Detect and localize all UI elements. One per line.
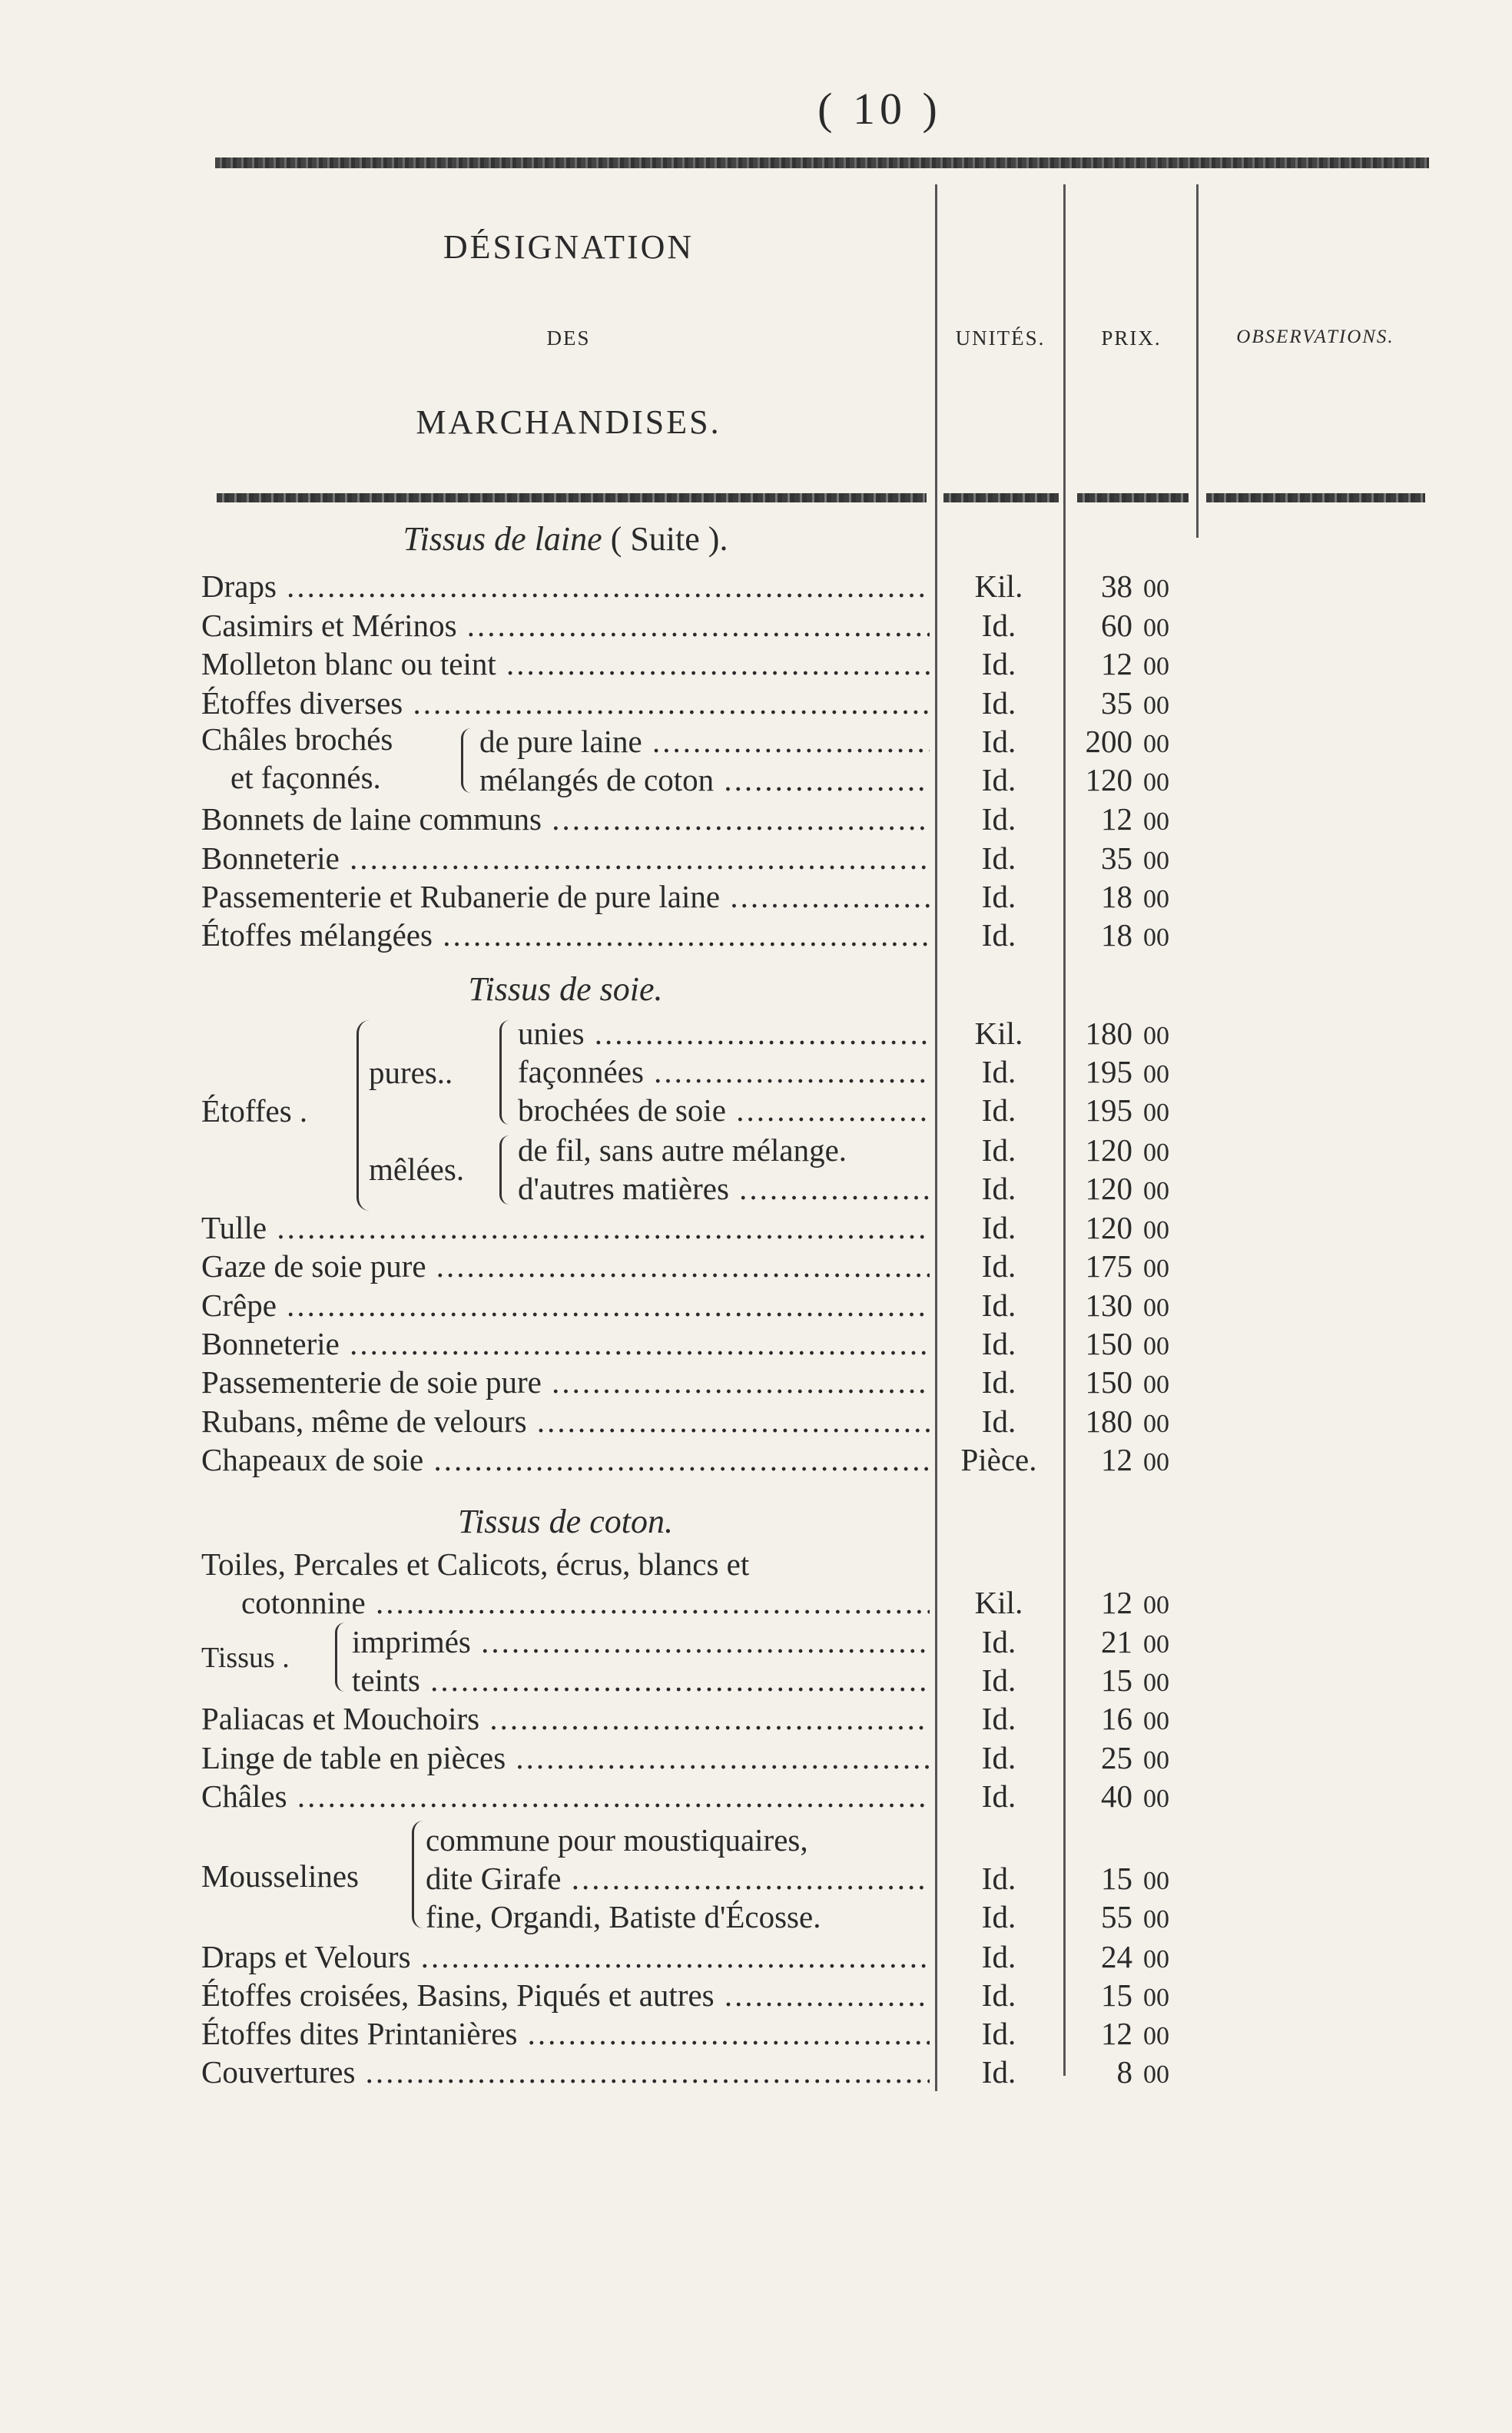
row-unit: Id. — [981, 1210, 1016, 1245]
row-unit: Kil. — [974, 1585, 1023, 1620]
table-row — [201, 1545, 1200, 1583]
row-unit: Id. — [981, 1977, 1016, 2013]
row-unit: Id. — [981, 685, 1016, 721]
row-price-francs: 150 — [1085, 1326, 1132, 1361]
row-price-francs: 38 — [1101, 568, 1132, 604]
row-unit: Kil. — [974, 1016, 1023, 1051]
row-price — [1069, 1363, 1179, 1404]
label-tissus: Tissus . — [201, 1642, 290, 1674]
row-price-francs: 12 — [1101, 1442, 1132, 1477]
row-price — [1069, 1739, 1179, 1780]
row-designation: de fil, sans autre mélange. — [518, 1132, 847, 1168]
row-price — [1069, 1898, 1179, 1939]
table-row — [201, 606, 1200, 645]
row-price-centimes: 00 — [1143, 1984, 1169, 2012]
row-price — [1069, 839, 1179, 880]
table-row — [201, 1898, 1200, 1936]
row-price — [1069, 1014, 1179, 1056]
table-row — [201, 567, 1200, 605]
row-price-francs: 18 — [1101, 917, 1132, 953]
row-price — [1069, 645, 1179, 686]
row-price-centimes: 00 — [1143, 1630, 1169, 1659]
row-designation: Passementerie de soie pure ..... — [201, 1363, 930, 1401]
row-price-centimes: 00 — [1143, 1255, 1169, 1283]
table-row — [201, 2014, 1200, 2053]
row-price-francs: 35 — [1101, 840, 1132, 876]
table-row — [201, 761, 1200, 799]
row-price-centimes: 00 — [1143, 1139, 1169, 1167]
row-unit: Id. — [981, 724, 1016, 759]
row-price — [1069, 877, 1179, 919]
table-row — [201, 1324, 1200, 1363]
row-price — [1069, 2014, 1179, 2056]
row-price — [1069, 1777, 1179, 1818]
row-price-francs: 200 — [1085, 724, 1132, 759]
row-designation: unies ..... — [518, 1014, 930, 1052]
row-designation: Rubans, même de velours ..... — [201, 1402, 930, 1440]
table-row — [201, 877, 1200, 916]
row-price-francs: 35 — [1101, 685, 1132, 721]
row-designation: imprimés ..... — [352, 1623, 930, 1661]
row-unit: Id. — [981, 1662, 1016, 1698]
row-price — [1069, 1247, 1179, 1288]
row-price-francs: 120 — [1085, 762, 1132, 797]
row-unit: Id. — [981, 840, 1016, 876]
row-designation: commune pour moustiquaires, — [426, 1822, 808, 1858]
row-designation: Passementerie et Rubanerie de pure laine ..... — [201, 877, 930, 916]
row-price-centimes: 00 — [1143, 691, 1169, 720]
row-price-centimes: 00 — [1143, 1448, 1169, 1477]
table-row — [201, 1937, 1200, 1976]
row-price — [1069, 916, 1179, 957]
row-price — [1069, 567, 1179, 608]
row-price-francs: 120 — [1085, 1210, 1132, 1245]
row-price-centimes: 00 — [1143, 923, 1169, 952]
row-unit: Pièce. — [960, 1442, 1037, 1477]
row-price — [1069, 1583, 1179, 1625]
row-unit: Id. — [981, 1326, 1016, 1361]
row-price-francs: 195 — [1085, 1092, 1132, 1128]
row-price-francs: 195 — [1085, 1054, 1132, 1089]
row-designation: Gaze de soie pure ..... — [201, 1247, 930, 1285]
label-chales-brochés: Châles brochés — [201, 721, 393, 757]
row-price-centimes: 00 — [1143, 768, 1169, 797]
row-unit: Id. — [981, 1624, 1016, 1659]
table-row — [201, 1699, 1200, 1738]
row-unit: Id. — [981, 1899, 1016, 1934]
row-unit: Id. — [981, 1248, 1016, 1284]
table-row — [201, 1777, 1200, 1815]
table-row — [201, 1363, 1200, 1401]
row-price-francs: 175 — [1085, 1248, 1132, 1284]
row-unit: Id. — [981, 1861, 1016, 1896]
row-designation: Bonneterie ..... — [201, 839, 930, 877]
row-unit: Id. — [981, 879, 1016, 914]
row-price — [1069, 1402, 1179, 1444]
row-designation: teints ..... — [352, 1661, 930, 1699]
row-designation: Étoffes diverses ..... — [201, 684, 930, 722]
row-designation: Molleton blanc ou teint ..... — [201, 645, 930, 683]
row-price-francs: 12 — [1101, 646, 1132, 681]
table-row — [201, 1052, 1200, 1091]
row-price-francs: 60 — [1101, 608, 1132, 643]
row-price-centimes: 00 — [1143, 1060, 1169, 1089]
row-designation: façonnées ..... — [518, 1052, 930, 1091]
row-designation: Draps ..... — [201, 567, 930, 605]
table-row — [201, 1286, 1200, 1324]
row-price-centimes: 00 — [1143, 1177, 1169, 1205]
row-price-centimes: 00 — [1143, 652, 1169, 681]
row-price-centimes: 00 — [1143, 847, 1169, 875]
row-price — [1069, 1052, 1179, 1094]
row-designation: mélangés de coton ..... — [479, 761, 930, 799]
row-designation: d'autres matières ..... — [518, 1169, 930, 1208]
table-row — [201, 1208, 1200, 1247]
row-unit: Kil. — [974, 568, 1023, 604]
row-price-francs: 120 — [1085, 1132, 1132, 1168]
row-price — [1069, 606, 1179, 648]
table-row — [201, 916, 1200, 954]
row-price-francs: 150 — [1085, 1364, 1132, 1400]
row-designation: Étoffes croisées, Basins, Piqués et autres ..... — [201, 1976, 930, 2014]
row-price-centimes: 00 — [1143, 614, 1169, 642]
row-price-centimes: 00 — [1143, 575, 1169, 603]
row-price-francs: 18 — [1101, 879, 1132, 914]
row-price-centimes: 00 — [1143, 730, 1169, 758]
row-price-centimes: 00 — [1143, 1591, 1169, 1619]
row-price-centimes: 00 — [1143, 1410, 1169, 1438]
row-unit: Id. — [981, 917, 1016, 953]
row-price-francs: 8 — [1116, 2054, 1132, 2090]
row-unit: Id. — [981, 762, 1016, 797]
page-number: ( 10 ) — [817, 84, 942, 134]
row-price-centimes: 00 — [1143, 1099, 1169, 1127]
row-designation: Toiles, Percales et Calicots, écrus, blancs et — [201, 1546, 750, 1582]
row-price-francs: 16 — [1101, 1701, 1132, 1736]
row-price-francs: 25 — [1101, 1740, 1132, 1775]
table-row — [201, 1623, 1200, 1661]
row-price — [1069, 1440, 1179, 1482]
row-designation: dite Girafe ..... — [426, 1859, 930, 1898]
row-designation: Couvertures ..... — [201, 2053, 930, 2091]
header-marchandises: MARCHANDISES. — [416, 403, 721, 441]
row-price-francs: 15 — [1101, 1662, 1132, 1698]
row-designation: Casimirs et Mérinos ..... — [201, 606, 930, 645]
row-price-francs: 24 — [1101, 1939, 1132, 1974]
row-price-francs: 12 — [1101, 2016, 1132, 2051]
row-price — [1069, 1976, 1179, 2017]
section-coton: Tissus de coton. — [458, 1503, 673, 1540]
row-price — [1069, 1091, 1179, 1132]
row-price-centimes: 00 — [1143, 807, 1169, 836]
row-price — [1069, 722, 1179, 764]
row-designation: Bonneterie ..... — [201, 1324, 930, 1363]
table-row — [201, 1821, 1200, 1859]
row-unit: Id. — [981, 1364, 1016, 1400]
table-row — [201, 1131, 1200, 1169]
row-designation: Linge de table en pièces ..... — [201, 1739, 930, 1777]
row-price-centimes: 00 — [1143, 1022, 1169, 1050]
row-price-centimes: 00 — [1143, 885, 1169, 913]
row-price-centimes: 00 — [1143, 1707, 1169, 1735]
table-row — [201, 800, 1200, 838]
row-unit: Id. — [981, 1740, 1016, 1775]
row-price — [1069, 1208, 1179, 1250]
row-unit: Id. — [981, 1778, 1016, 1814]
row-unit: Id. — [981, 1404, 1016, 1439]
label-et-faconnes: et façonnés. — [230, 760, 381, 795]
row-price — [1069, 1324, 1179, 1366]
row-price-centimes: 00 — [1143, 1867, 1169, 1895]
row-unit: Id. — [981, 1171, 1016, 1206]
table-row — [201, 1169, 1200, 1208]
row-price — [1069, 1169, 1179, 1211]
table-row — [201, 1661, 1200, 1699]
row-price-francs: 12 — [1101, 1585, 1132, 1620]
row-price — [1069, 1545, 1179, 1586]
table-row — [201, 1739, 1200, 1777]
row-unit: Id. — [981, 1288, 1016, 1323]
row-unit: Id. — [981, 646, 1016, 681]
row-designation: Draps et Velours ..... — [201, 1937, 930, 1976]
row-price-francs: 180 — [1085, 1404, 1132, 1439]
header-des: DES — [546, 326, 591, 350]
row-price-centimes: 00 — [1143, 1332, 1169, 1361]
section-soie: Tissus de soie. — [468, 970, 663, 1008]
row-designation: Chapeaux de soie ..... — [201, 1440, 930, 1479]
row-price-francs: 15 — [1101, 1977, 1132, 2013]
row-price — [1069, 1131, 1179, 1172]
section-laine: Tissus de laine ( Suite ). — [403, 520, 728, 558]
row-price-francs: 21 — [1101, 1624, 1132, 1659]
row-price-francs: 15 — [1101, 1861, 1132, 1896]
row-price — [1069, 1937, 1179, 1979]
row-price-francs: 130 — [1085, 1288, 1132, 1323]
row-price — [1069, 1286, 1179, 1328]
row-price-francs: 55 — [1101, 1899, 1132, 1934]
row-price-centimes: 00 — [1143, 1669, 1169, 1697]
table-row — [201, 1583, 1200, 1622]
row-unit: Id. — [981, 608, 1016, 643]
table-row — [201, 1440, 1200, 1479]
table-row — [201, 839, 1200, 877]
label-melees: mêlées. — [369, 1152, 465, 1187]
row-price-francs: 120 — [1085, 1171, 1132, 1206]
row-price — [1069, 1623, 1179, 1664]
row-price — [1069, 761, 1179, 802]
table-row — [201, 684, 1200, 722]
row-price-centimes: 00 — [1143, 1216, 1169, 1245]
table-row — [201, 1976, 1200, 2014]
row-price-centimes: 00 — [1143, 2022, 1169, 2050]
row-designation: Châles ..... — [201, 1777, 930, 1815]
row-price-centimes: 00 — [1143, 1746, 1169, 1775]
table-row — [201, 1247, 1200, 1285]
label-mousselines: Mousselines — [201, 1858, 359, 1894]
header-designation: DÉSIGNATION — [443, 228, 695, 266]
row-designation: Bonnets de laine communs ..... — [201, 800, 930, 838]
row-price-centimes: 00 — [1143, 1905, 1169, 1934]
label-etoffes: Étoffes . — [201, 1093, 308, 1129]
row-designation: de pure laine ..... — [479, 722, 930, 761]
row-price-francs: 12 — [1101, 801, 1132, 837]
row-designation: Étoffes dites Printanières ..... — [201, 2014, 930, 2053]
row-price — [1069, 1661, 1179, 1702]
row-price — [1069, 684, 1179, 725]
row-unit: Id. — [981, 2016, 1016, 2051]
row-unit: Id. — [981, 801, 1016, 837]
row-price-centimes: 00 — [1143, 1945, 1169, 1974]
label-pures: pures.. — [369, 1055, 453, 1090]
row-designation: Paliacas et Mouchoirs ..... — [201, 1699, 930, 1738]
table-row — [201, 1402, 1200, 1440]
row-price-francs: 40 — [1101, 1778, 1132, 1814]
row-price-centimes: 00 — [1143, 1371, 1169, 1399]
row-designation: cotonnine ..... — [241, 1583, 930, 1622]
table-row — [201, 1091, 1200, 1129]
row-price — [1069, 2053, 1179, 2094]
row-designation: brochées de soie ..... — [518, 1091, 930, 1129]
row-unit: Id. — [981, 1092, 1016, 1128]
row-price-centimes: 00 — [1143, 1785, 1169, 1813]
row-price — [1069, 1699, 1179, 1741]
row-unit: Id. — [981, 1132, 1016, 1168]
row-price — [1069, 1821, 1179, 1862]
header-observations: OBSERVATIONS. — [1236, 326, 1394, 347]
row-designation: fine, Organdi, Batiste d'Écosse. — [426, 1899, 821, 1934]
row-unit: Id. — [981, 1054, 1016, 1089]
row-price-centimes: 00 — [1143, 1294, 1169, 1322]
table-row — [201, 645, 1200, 683]
row-price — [1069, 800, 1179, 841]
row-unit: Id. — [981, 2054, 1016, 2090]
table-row — [201, 2053, 1200, 2091]
header-prix: PRIX. — [1101, 326, 1162, 350]
row-unit: Id. — [981, 1701, 1016, 1736]
table-row — [201, 722, 1200, 761]
table-row — [201, 1859, 1200, 1898]
table-row — [201, 1014, 1200, 1052]
row-price-centimes: 00 — [1143, 2060, 1169, 2089]
row-designation: Étoffes mélangées ..... — [201, 916, 930, 954]
row-designation: Crêpe ..... — [201, 1286, 930, 1324]
row-unit: Id. — [981, 1939, 1016, 1974]
row-designation: Tulle ..... — [201, 1208, 930, 1247]
row-price — [1069, 1859, 1179, 1901]
row-price-francs: 180 — [1085, 1016, 1132, 1051]
header-unites: UNITÉS. — [955, 326, 1046, 350]
